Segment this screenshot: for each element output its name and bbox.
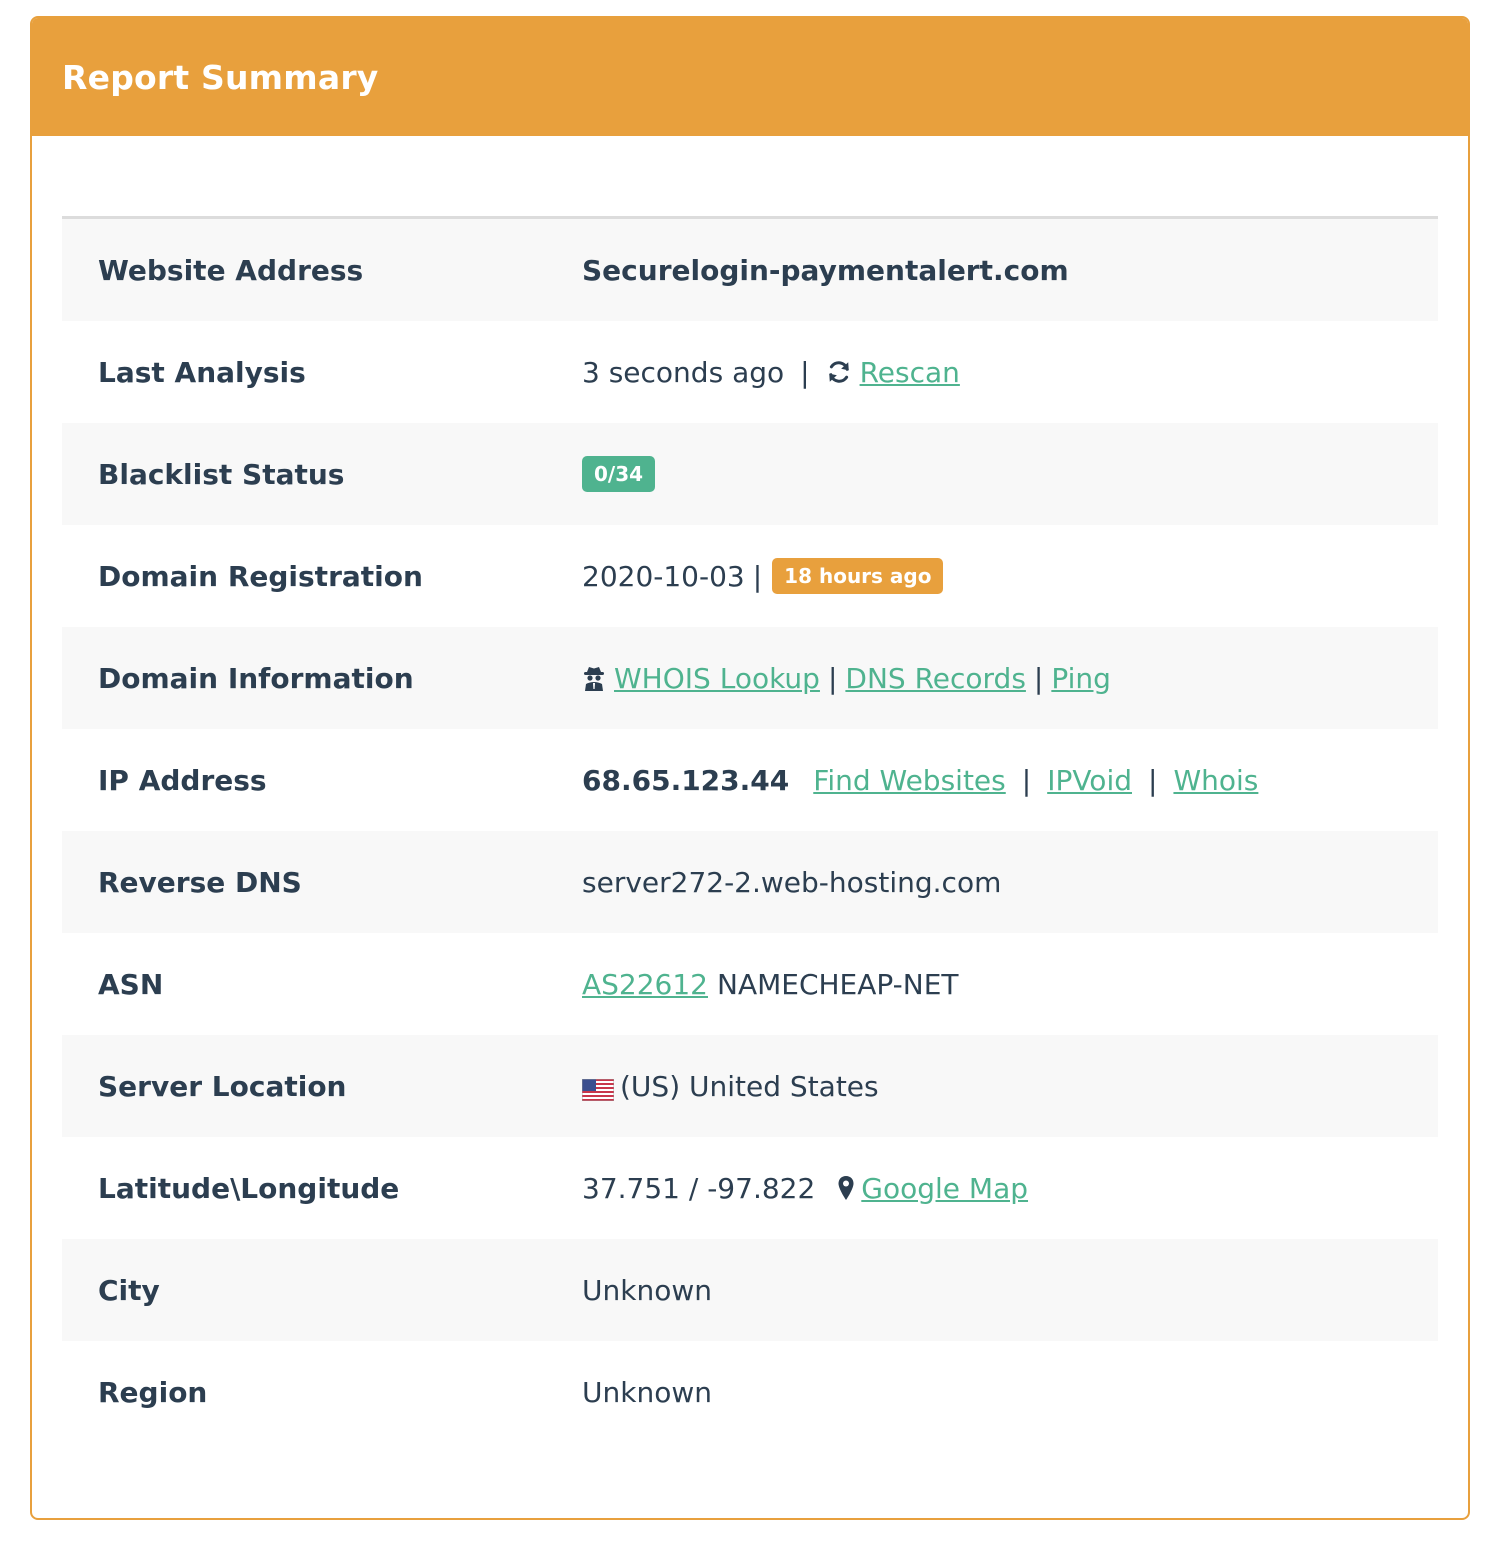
asn-name: NAMECHEAP-NET <box>717 967 959 1001</box>
report-summary-panel <box>30 16 1470 1520</box>
city-value: Unknown <box>582 1273 712 1307</box>
row-label: Domain Registration <box>98 559 423 593</box>
table-row-region <box>62 1341 1438 1443</box>
us-flag-icon <box>582 1075 614 1097</box>
panel-title: Report Summary <box>62 57 379 97</box>
domain-info-value <box>582 662 1438 695</box>
map-marker-icon <box>837 1175 855 1201</box>
row-label: Server Location <box>98 1069 347 1103</box>
region-value: Unknown <box>582 1375 712 1409</box>
table-row-last-analysis <box>62 321 1438 423</box>
ping-link[interactable]: Ping <box>1051 661 1111 695</box>
table-row-ip <box>62 729 1438 831</box>
separator: | <box>1148 763 1158 797</box>
registration-value <box>582 558 1438 594</box>
table-row-city <box>62 1239 1438 1341</box>
table-row-registration <box>62 525 1438 627</box>
registration-age-badge: 18 hours ago <box>772 558 943 594</box>
table-row-latlong <box>62 1137 1438 1239</box>
spy-icon <box>582 665 606 691</box>
row-label: Website Address <box>98 253 364 287</box>
rescan-link[interactable]: Rescan <box>859 355 960 389</box>
table-row-domain-info <box>62 627 1438 729</box>
summary-table <box>62 216 1438 1443</box>
blacklist-value <box>582 456 1438 492</box>
ip-value <box>582 764 1438 797</box>
google-map-link[interactable]: Google Map <box>861 1171 1029 1205</box>
separator: | <box>1033 661 1044 695</box>
row-label: Latitude\Longitude <box>98 1171 400 1205</box>
ipvoid-link[interactable]: IPVoid <box>1047 763 1132 797</box>
table-row-blacklist <box>62 423 1438 525</box>
reverse-dns-value: server272-2.web-hosting.com <box>582 865 1002 899</box>
website-address-value: Securelogin-paymentalert.com <box>582 253 1069 287</box>
blacklist-badge: 0/34 <box>582 456 655 492</box>
asn-value <box>582 968 1438 1001</box>
row-label: Reverse DNS <box>98 865 302 899</box>
latlong-value <box>582 1172 1438 1205</box>
coordinates-text: 37.751 / -97.822 <box>582 1171 816 1205</box>
find-websites-link[interactable]: Find Websites <box>813 763 1006 797</box>
last-analysis-time: 3 seconds ago <box>582 355 785 389</box>
table-row-website <box>62 219 1438 321</box>
table-row-reverse-dns <box>62 831 1438 933</box>
asn-link[interactable]: AS22612 <box>582 967 708 1001</box>
registration-date: 2020-10-03 <box>582 559 745 593</box>
whois-link[interactable]: Whois <box>1173 763 1259 797</box>
row-label: Region <box>98 1375 208 1409</box>
row-label: Last Analysis <box>98 355 306 389</box>
row-label: Domain Information <box>98 661 414 695</box>
table-row-asn <box>62 933 1438 1035</box>
row-label: Blacklist Status <box>98 457 345 491</box>
whois-lookup-link[interactable]: WHOIS Lookup <box>614 661 820 695</box>
separator: | <box>1021 763 1032 797</box>
dns-records-link[interactable]: DNS Records <box>845 661 1026 695</box>
refresh-icon[interactable] <box>826 359 852 385</box>
location-text: (US) United States <box>620 1069 879 1103</box>
table-row-location <box>62 1035 1438 1137</box>
row-label: IP Address <box>98 763 267 797</box>
ip-address: 68.65.123.44 <box>582 763 790 797</box>
separator: | <box>800 355 810 389</box>
location-value <box>582 1070 1438 1103</box>
separator: | <box>752 559 763 593</box>
row-label: ASN <box>98 967 164 1001</box>
last-analysis-value <box>582 356 1438 389</box>
separator: | <box>827 661 838 695</box>
panel-header <box>32 18 1468 136</box>
row-label: City <box>98 1273 160 1307</box>
